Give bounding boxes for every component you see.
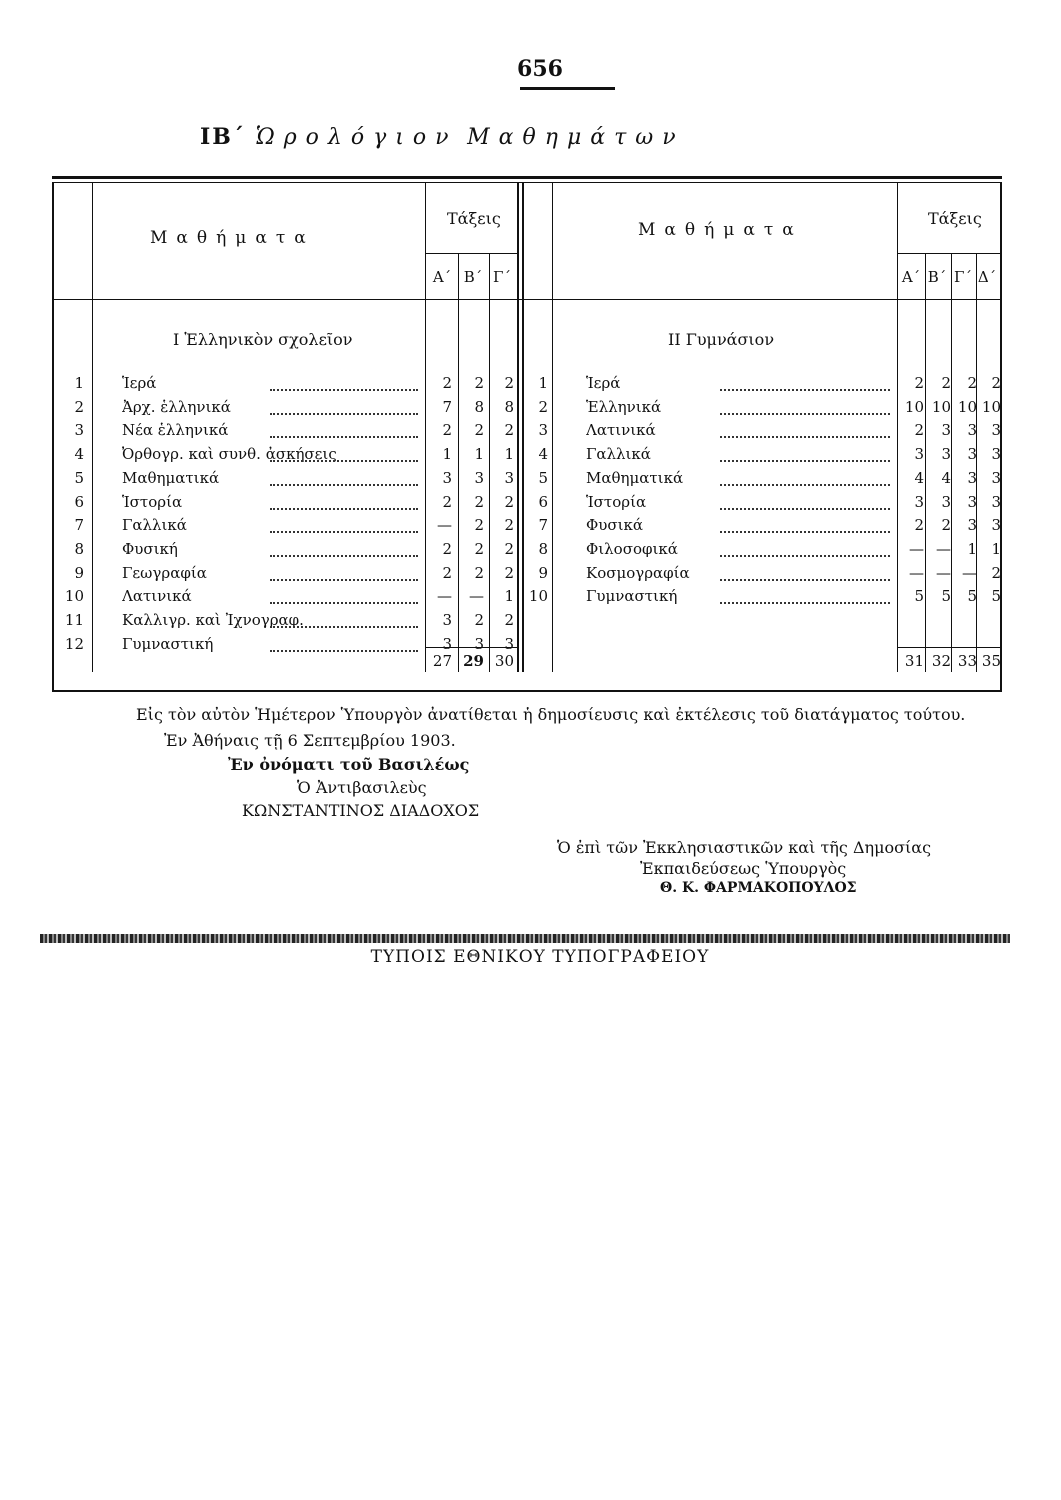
hours-class-c: 1	[504, 445, 514, 463]
row-number: 9	[74, 564, 84, 582]
left-section-title: Ι Ἑλληνικὸν σχολεῖον	[173, 330, 353, 349]
hours-class-c: 2	[504, 516, 514, 534]
left-subjects-header: Μαθήματα	[150, 228, 315, 248]
row-number: 4	[74, 445, 84, 463]
hours-class-b: 2	[474, 374, 484, 392]
title-main: Ὡρολόγιον	[255, 125, 458, 150]
hours-class-a: 3	[914, 493, 924, 511]
hours-class-a: —	[437, 587, 452, 605]
date-line: Ἐν Ἀθήναις τῇ 6 Σεπτεμβρίου 1903.	[164, 731, 456, 750]
signature-minister: Θ. Κ. ΦΑΡΜΑΚΟΠΟΥΛΟΣ	[660, 880, 857, 896]
leader-dots	[270, 389, 418, 391]
hours-class-a: 2	[914, 374, 924, 392]
leader-dots	[720, 484, 890, 486]
hours-class-a: 3	[442, 611, 452, 629]
row-number: 10	[64, 587, 84, 605]
row-number: 12	[64, 635, 84, 653]
header-bottom-rule	[52, 299, 1002, 300]
hours-class-d: 2	[991, 374, 1001, 392]
hours-class-d: 3	[991, 516, 1001, 534]
hours-class-b: 2	[474, 611, 484, 629]
hours-class-a: 1	[442, 445, 452, 463]
right-section-title: ΙΙ Γυμνάσιον	[668, 330, 775, 349]
row-number: 5	[538, 469, 548, 487]
left-col-a: Α΄	[432, 268, 452, 286]
leader-dots	[720, 508, 890, 510]
row-number: 3	[538, 421, 548, 439]
right-total-c: 33	[957, 652, 977, 670]
hours-class-d: 3	[991, 421, 1001, 439]
table-bottom-rule	[52, 690, 1002, 692]
hours-class-b: 8	[474, 398, 484, 416]
row-number: 8	[538, 540, 548, 558]
regent-line: Ὁ Ἀντιβασιλεὺς	[297, 778, 427, 797]
hours-class-a: 3	[914, 445, 924, 463]
hours-class-d: 2	[991, 564, 1001, 582]
leader-dots	[720, 531, 890, 533]
hours-class-b: 2	[474, 421, 484, 439]
hours-class-b: 2	[474, 516, 484, 534]
hours-class-d: 3	[991, 469, 1001, 487]
hours-class-a: 2	[442, 564, 452, 582]
table-top-rule-thin	[52, 182, 1002, 183]
hours-class-c: 3	[967, 445, 977, 463]
row-number: 4	[538, 445, 548, 463]
subject-name: Μαθηματικά	[586, 469, 684, 487]
row-number: 7	[538, 516, 548, 534]
hours-class-b: 2	[941, 374, 951, 392]
left-total-b: 29	[463, 652, 484, 670]
title-prefix: ΙΒ΄	[200, 124, 246, 150]
leader-dots	[720, 389, 890, 391]
subject-name: Ἱστορία	[122, 493, 183, 511]
hours-class-a: 3	[442, 469, 452, 487]
table-top-rule	[52, 176, 1002, 179]
leader-dots	[720, 460, 890, 462]
page-title	[200, 124, 900, 150]
hours-class-c: 2	[504, 374, 514, 392]
hours-class-c: 5	[967, 587, 977, 605]
subject-name: Γυμναστική	[586, 587, 678, 605]
right-total-a: 31	[904, 652, 924, 670]
left-classes-header: Τάξεις	[447, 209, 501, 228]
title-rest: Μαθημάτων	[467, 125, 685, 150]
subject-name: Φυσική	[122, 540, 178, 558]
hours-class-b: 2	[474, 564, 484, 582]
right-subjects-header: Μαθήματα	[638, 220, 803, 240]
subject-name: Ἑλληνικά	[586, 398, 662, 416]
right-col-b: Β΄	[927, 268, 947, 286]
subject-name: Γαλλικά	[586, 445, 651, 463]
hours-class-d: 5	[991, 587, 1001, 605]
hours-class-a: 3	[442, 635, 452, 653]
leader-dots	[270, 436, 418, 438]
printer-line: ΤΥΠΟΙΣ ΕΘΝΙΚΟΥ ΤΥΠΟΓΡΑΦΕΙΟΥ	[370, 947, 710, 967]
leader-dots	[270, 555, 418, 557]
row-number: 2	[538, 398, 548, 416]
subject-name: Μαθηματικά	[122, 469, 220, 487]
subject-name: Ἀρχ. ἑλληνικά	[122, 398, 231, 416]
left-total-a: 27	[432, 652, 452, 670]
hours-class-c: 3	[967, 516, 977, 534]
right-col-c: Γ΄	[954, 268, 972, 286]
subject-name: Νέα ἑλληνικά	[122, 421, 229, 439]
right-col-d: Δ΄	[977, 268, 997, 286]
left-col-b: Β΄	[463, 268, 483, 286]
hours-class-c: 3	[967, 421, 977, 439]
subject-name: Ἱερά	[586, 374, 621, 392]
hours-class-a: 4	[914, 469, 924, 487]
subject-name: Φιλοσοφικά	[586, 540, 678, 558]
hours-class-a: —	[909, 564, 924, 582]
decorative-band	[40, 934, 1010, 943]
decree-line: Εἰς τὸν αὐτὸν Ἡμέτερον Ὑπουργὸν ἀνατίθεται ἡ δημοσίευσις καὶ ἐκτέλεσις τοῦ διατάγματος τούτου.	[136, 705, 966, 724]
hours-class-d: 10	[981, 398, 1001, 416]
hours-class-b: 1	[474, 445, 484, 463]
hours-class-c: 2	[504, 493, 514, 511]
minister-line-1: Ὁ ἐπὶ τῶν Ἐκκλησιαστικῶν καὶ τῆς Δημοσίας	[557, 838, 932, 857]
left-col-c: Γ΄	[493, 268, 511, 286]
leader-dots	[720, 602, 890, 604]
right-total-b: 32	[931, 652, 951, 670]
leader-dots	[270, 413, 418, 415]
subject-name: Ὀρθογρ. καὶ συνθ. ἀσκήσεις	[122, 445, 337, 463]
subject-name: Κοσμογραφία	[586, 564, 690, 582]
hours-class-a: 2	[442, 374, 452, 392]
hours-class-c: 3	[967, 493, 977, 511]
row-number: 6	[74, 493, 84, 511]
right-total-d: 35	[981, 652, 1001, 670]
row-number: 5	[74, 469, 84, 487]
hours-class-c: 2	[504, 421, 514, 439]
leader-dots	[270, 460, 418, 462]
right-totals-rule	[897, 647, 1000, 648]
hours-class-b: 2	[474, 493, 484, 511]
hours-class-b: 3	[941, 421, 951, 439]
leader-dots	[270, 531, 418, 533]
right-col-a: Α΄	[901, 268, 921, 286]
hours-class-a: 2	[914, 421, 924, 439]
leader-dots	[270, 484, 418, 486]
hours-class-b: 3	[474, 469, 484, 487]
hours-class-b: 2	[941, 516, 951, 534]
hours-class-c: 2	[504, 564, 514, 582]
hours-class-c: 1	[504, 587, 514, 605]
row-number: 2	[74, 398, 84, 416]
hours-class-b: 5	[941, 587, 951, 605]
kings-name-line: Ἐν ὀνόματι τοῦ Βασιλέως	[228, 755, 470, 774]
page-number-rule	[520, 87, 615, 90]
hours-class-c: 3	[504, 469, 514, 487]
hours-class-b: 3	[941, 493, 951, 511]
hours-class-b: 2	[474, 540, 484, 558]
row-number: 9	[538, 564, 548, 582]
hours-class-b: 10	[931, 398, 951, 416]
hours-class-b: —	[936, 540, 951, 558]
leader-dots	[720, 555, 890, 557]
hours-class-c: —	[962, 564, 977, 582]
row-number: 3	[74, 421, 84, 439]
hours-class-a: 2	[442, 421, 452, 439]
hours-class-a: 7	[442, 398, 452, 416]
leader-dots	[270, 602, 418, 604]
hours-class-d: 1	[991, 540, 1001, 558]
hours-class-a: 2	[442, 493, 452, 511]
leader-dots	[720, 579, 890, 581]
hours-class-c: 1	[967, 540, 977, 558]
hours-class-c: 3	[504, 635, 514, 653]
hours-class-c: 2	[504, 540, 514, 558]
right-num-line	[552, 182, 553, 672]
hours-class-a: —	[437, 516, 452, 534]
hours-class-b: 3	[941, 445, 951, 463]
hours-class-c: 2	[504, 611, 514, 629]
subject-name: Ἱστορία	[586, 493, 647, 511]
subject-name: Γεωγραφία	[122, 564, 207, 582]
hours-class-a: 5	[914, 587, 924, 605]
hours-class-c: 8	[504, 398, 514, 416]
hours-class-b: 3	[474, 635, 484, 653]
hours-class-c: 10	[957, 398, 977, 416]
hours-class-c: 2	[967, 374, 977, 392]
leader-dots	[270, 626, 418, 628]
hours-class-b: —	[469, 587, 484, 605]
row-number: 11	[64, 611, 84, 629]
leader-dots	[270, 508, 418, 510]
row-number: 1	[74, 374, 84, 392]
subject-name: Λατινικά	[122, 587, 192, 605]
row-number: 10	[528, 587, 548, 605]
leader-dots	[270, 579, 418, 581]
row-number: 1	[538, 374, 548, 392]
hours-class-a: 2	[914, 516, 924, 534]
left-classes-rule	[425, 253, 518, 254]
hours-class-b: —	[936, 564, 951, 582]
subject-name: Λατινικά	[586, 421, 656, 439]
page-number: 656	[517, 56, 563, 82]
row-number: 7	[74, 516, 84, 534]
hours-class-a: —	[909, 540, 924, 558]
hours-class-a: 2	[442, 540, 452, 558]
subject-name: Φυσικά	[586, 516, 644, 534]
hours-class-c: 3	[967, 469, 977, 487]
right-classes-rule	[897, 253, 1000, 254]
leader-dots	[720, 413, 890, 415]
leader-dots	[720, 436, 890, 438]
minister-line-2: Ἐκπαιδεύσεως Ὑπουργὸς	[640, 859, 847, 878]
hours-class-b: 4	[941, 469, 951, 487]
left-total-c: 30	[494, 652, 514, 670]
hours-class-a: 10	[904, 398, 924, 416]
row-number: 8	[74, 540, 84, 558]
row-number: 6	[538, 493, 548, 511]
signature-regent: ΚΩΝΣΤΑΝΤΙΝΟΣ ΔΙΑΔΟΧΟΣ	[242, 801, 480, 820]
subject-name: Ἱερά	[122, 374, 157, 392]
right-classes-header: Τάξεις	[928, 209, 982, 228]
subject-name: Γυμναστική	[122, 635, 214, 653]
subject-name: Γαλλικά	[122, 516, 187, 534]
subject-name: Καλλιγρ. καὶ Ἰχνογραφ.	[122, 611, 304, 629]
leader-dots	[270, 650, 418, 652]
hours-class-d: 3	[991, 493, 1001, 511]
hours-class-d: 3	[991, 445, 1001, 463]
left-num-line	[92, 182, 93, 672]
